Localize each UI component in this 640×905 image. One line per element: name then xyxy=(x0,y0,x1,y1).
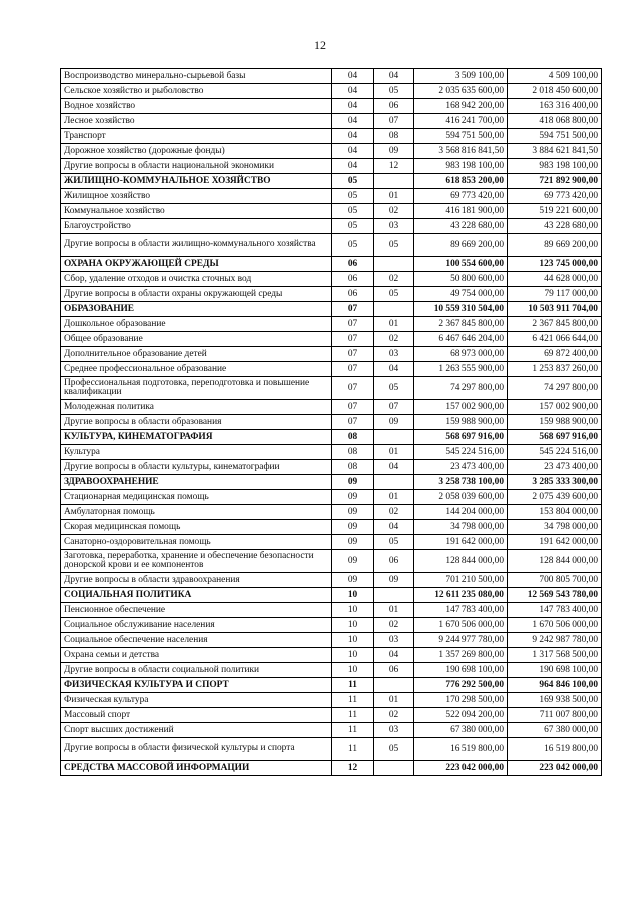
section-code-cell: 05 xyxy=(332,219,374,234)
table-row xyxy=(61,332,602,347)
section-code-cell: 04 xyxy=(332,129,374,144)
amount-year1-cell: 89 669 200,00 xyxy=(414,234,508,257)
section-total-row xyxy=(61,302,602,317)
amount-year2-cell: 69 872 400,00 xyxy=(508,347,602,362)
amount-year1-cell: 69 773 420,00 xyxy=(414,189,508,204)
table-row xyxy=(61,84,602,99)
row-name-cell: Воспроизводство минерально-сырьевой базы xyxy=(61,69,332,84)
section-code-cell: 11 xyxy=(332,738,374,761)
subsection-code-cell xyxy=(374,678,414,693)
row-name-cell: Социальное обеспечение населения xyxy=(61,633,332,648)
section-code-cell: 10 xyxy=(332,633,374,648)
amount-year1-cell: 701 210 500,00 xyxy=(414,573,508,588)
table-row xyxy=(61,648,602,663)
amount-year1-cell: 1 357 269 800,00 xyxy=(414,648,508,663)
subsection-code-cell xyxy=(374,174,414,189)
amount-year1-cell: 170 298 500,00 xyxy=(414,693,508,708)
section-code-cell: 07 xyxy=(332,415,374,430)
row-name-cell: Культура xyxy=(61,445,332,460)
amount-year1-cell: 2 035 635 600,00 xyxy=(414,84,508,99)
row-name-cell: Жилищное хозяйство xyxy=(61,189,332,204)
amount-year2-cell: 79 117 000,00 xyxy=(508,287,602,302)
amount-year1-cell: 2 367 845 800,00 xyxy=(414,317,508,332)
subsection-code-cell: 08 xyxy=(374,129,414,144)
subsection-code-cell: 01 xyxy=(374,445,414,460)
section-code-cell: 04 xyxy=(332,99,374,114)
section-total-row xyxy=(61,588,602,603)
amount-year2-cell: 711 007 800,00 xyxy=(508,708,602,723)
row-name-cell: Санаторно-оздоровительная помощь xyxy=(61,535,332,550)
table-row xyxy=(61,603,602,618)
section-code-cell: 05 xyxy=(332,204,374,219)
amount-year2-cell: 1 317 568 500,00 xyxy=(508,648,602,663)
subsection-code-cell xyxy=(374,430,414,445)
table-row xyxy=(61,362,602,377)
row-name-cell: Молодежная политика xyxy=(61,400,332,415)
amount-year2-cell: 700 805 700,00 xyxy=(508,573,602,588)
row-name-cell: Сбор, удаление отходов и очистка сточных вод xyxy=(61,272,332,287)
amount-year1-cell: 168 942 200,00 xyxy=(414,99,508,114)
subsection-code-cell: 04 xyxy=(374,520,414,535)
subsection-code-cell: 02 xyxy=(374,618,414,633)
section-code-cell: 07 xyxy=(332,302,374,317)
section-code-cell: 04 xyxy=(332,144,374,159)
row-name-cell: Охрана семьи и детства xyxy=(61,648,332,663)
row-name-cell: Дошкольное образование xyxy=(61,317,332,332)
section-code-cell: 07 xyxy=(332,347,374,362)
section-code-cell: 06 xyxy=(332,287,374,302)
table-row xyxy=(61,69,602,84)
amount-year1-cell: 983 198 100,00 xyxy=(414,159,508,174)
section-total-row xyxy=(61,678,602,693)
amount-year1-cell: 23 473 400,00 xyxy=(414,460,508,475)
amount-year2-cell: 16 519 800,00 xyxy=(508,738,602,761)
amount-year1-cell: 68 973 000,00 xyxy=(414,347,508,362)
amount-year2-cell: 9 242 987 780,00 xyxy=(508,633,602,648)
row-name-cell: КУЛЬТУРА, КИНЕМАТОГРАФИЯ xyxy=(61,430,332,445)
table-row xyxy=(61,535,602,550)
amount-year2-cell: 153 804 000,00 xyxy=(508,505,602,520)
section-total-row xyxy=(61,761,602,776)
subsection-code-cell: 01 xyxy=(374,189,414,204)
row-name-cell: ЖИЛИЩНО-КОММУНАЛЬНОЕ ХОЗЯЙСТВО xyxy=(61,174,332,189)
amount-year2-cell: 568 697 916,00 xyxy=(508,430,602,445)
subsection-code-cell: 07 xyxy=(374,400,414,415)
subsection-code-cell xyxy=(374,761,414,776)
subsection-code-cell: 01 xyxy=(374,490,414,505)
section-code-cell: 10 xyxy=(332,663,374,678)
row-name-cell: Профессиональная подготовка, переподготовка и повышение квалификации xyxy=(61,377,332,400)
subsection-code-cell: 03 xyxy=(374,219,414,234)
section-code-cell: 09 xyxy=(332,475,374,490)
row-name-cell: Скорая медицинская помощь xyxy=(61,520,332,535)
amount-year1-cell: 16 519 800,00 xyxy=(414,738,508,761)
subsection-code-cell: 01 xyxy=(374,693,414,708)
amount-year2-cell: 594 751 500,00 xyxy=(508,129,602,144)
section-code-cell: 07 xyxy=(332,362,374,377)
amount-year2-cell: 169 938 500,00 xyxy=(508,693,602,708)
amount-year1-cell: 594 751 500,00 xyxy=(414,129,508,144)
budget-table-body xyxy=(61,69,602,776)
amount-year1-cell: 416 241 700,00 xyxy=(414,114,508,129)
section-code-cell: 04 xyxy=(332,84,374,99)
amount-year2-cell: 23 473 400,00 xyxy=(508,460,602,475)
table-row xyxy=(61,415,602,430)
row-name-cell: Стационарная медицинская помощь xyxy=(61,490,332,505)
table-row xyxy=(61,550,602,573)
row-name-cell: Пенсионное обеспечение xyxy=(61,603,332,618)
amount-year2-cell: 2 075 439 600,00 xyxy=(508,490,602,505)
amount-year1-cell: 128 844 000,00 xyxy=(414,550,508,573)
subsection-code-cell: 03 xyxy=(374,633,414,648)
section-code-cell: 10 xyxy=(332,603,374,618)
amount-year2-cell: 2 367 845 800,00 xyxy=(508,317,602,332)
section-code-cell: 07 xyxy=(332,317,374,332)
amount-year2-cell: 74 297 800,00 xyxy=(508,377,602,400)
row-name-cell: Заготовка, переработка, хранение и обеспечение безопасности донорской крови и ее компонентов xyxy=(61,550,332,573)
amount-year2-cell: 69 773 420,00 xyxy=(508,189,602,204)
amount-year1-cell: 159 988 900,00 xyxy=(414,415,508,430)
subsection-code-cell: 03 xyxy=(374,723,414,738)
table-row xyxy=(61,144,602,159)
subsection-code-cell: 07 xyxy=(374,114,414,129)
table-row xyxy=(61,189,602,204)
amount-year2-cell: 67 380 000,00 xyxy=(508,723,602,738)
section-code-cell: 12 xyxy=(332,761,374,776)
amount-year2-cell: 519 221 600,00 xyxy=(508,204,602,219)
subsection-code-cell: 01 xyxy=(374,317,414,332)
section-code-cell: 07 xyxy=(332,377,374,400)
subsection-code-cell: 09 xyxy=(374,573,414,588)
section-code-cell: 11 xyxy=(332,723,374,738)
amount-year1-cell: 1 670 506 000,00 xyxy=(414,618,508,633)
row-name-cell: Транспорт xyxy=(61,129,332,144)
row-name-cell: Дорожное хозяйство (дорожные фонды) xyxy=(61,144,332,159)
section-code-cell: 04 xyxy=(332,114,374,129)
section-code-cell: 08 xyxy=(332,460,374,475)
amount-year1-cell: 776 292 500,00 xyxy=(414,678,508,693)
subsection-code-cell: 09 xyxy=(374,144,414,159)
subsection-code-cell: 12 xyxy=(374,159,414,174)
table-row xyxy=(61,234,602,257)
row-name-cell: Среднее профессиональное образование xyxy=(61,362,332,377)
table-row xyxy=(61,219,602,234)
subsection-code-cell: 06 xyxy=(374,99,414,114)
subsection-code-cell: 04 xyxy=(374,69,414,84)
amount-year2-cell: 545 224 516,00 xyxy=(508,445,602,460)
subsection-code-cell: 04 xyxy=(374,460,414,475)
amount-year2-cell: 12 569 543 780,00 xyxy=(508,588,602,603)
amount-year1-cell: 568 697 916,00 xyxy=(414,430,508,445)
amount-year2-cell: 964 846 100,00 xyxy=(508,678,602,693)
amount-year1-cell: 2 058 039 600,00 xyxy=(414,490,508,505)
section-total-row xyxy=(61,174,602,189)
row-name-cell: СОЦИАЛЬНАЯ ПОЛИТИКА xyxy=(61,588,332,603)
subsection-code-cell: 05 xyxy=(374,234,414,257)
subsection-code-cell: 02 xyxy=(374,505,414,520)
row-name-cell: СРЕДСТВА МАССОВОЙ ИНФОРМАЦИИ xyxy=(61,761,332,776)
row-name-cell: Другие вопросы в области культуры, кинематографии xyxy=(61,460,332,475)
row-name-cell: Общее образование xyxy=(61,332,332,347)
amount-year2-cell: 34 798 000,00 xyxy=(508,520,602,535)
table-row xyxy=(61,663,602,678)
amount-year1-cell: 50 800 600,00 xyxy=(414,272,508,287)
section-code-cell: 07 xyxy=(332,400,374,415)
amount-year2-cell: 147 783 400,00 xyxy=(508,603,602,618)
subsection-code-cell: 05 xyxy=(374,377,414,400)
table-row xyxy=(61,317,602,332)
row-name-cell: Другие вопросы в области здравоохранения xyxy=(61,573,332,588)
table-row xyxy=(61,287,602,302)
table-row xyxy=(61,738,602,761)
section-total-row xyxy=(61,257,602,272)
section-code-cell: 04 xyxy=(332,159,374,174)
subsection-code-cell xyxy=(374,588,414,603)
subsection-code-cell: 05 xyxy=(374,738,414,761)
table-row xyxy=(61,460,602,475)
table-row xyxy=(61,114,602,129)
amount-year1-cell: 157 002 900,00 xyxy=(414,400,508,415)
amount-year1-cell: 545 224 516,00 xyxy=(414,445,508,460)
amount-year1-cell: 3 568 816 841,50 xyxy=(414,144,508,159)
subsection-code-cell: 02 xyxy=(374,332,414,347)
amount-year1-cell: 67 380 000,00 xyxy=(414,723,508,738)
section-code-cell: 09 xyxy=(332,520,374,535)
section-code-cell: 07 xyxy=(332,332,374,347)
section-code-cell: 09 xyxy=(332,573,374,588)
amount-year2-cell: 190 698 100,00 xyxy=(508,663,602,678)
amount-year2-cell: 163 316 400,00 xyxy=(508,99,602,114)
subsection-code-cell: 05 xyxy=(374,287,414,302)
section-code-cell: 05 xyxy=(332,189,374,204)
table-row xyxy=(61,204,602,219)
amount-year2-cell: 3 285 333 300,00 xyxy=(508,475,602,490)
amount-year1-cell: 43 228 680,00 xyxy=(414,219,508,234)
amount-year1-cell: 618 853 200,00 xyxy=(414,174,508,189)
row-name-cell: ЗДРАВООХРАНЕНИЕ xyxy=(61,475,332,490)
row-name-cell: Лесное хозяйство xyxy=(61,114,332,129)
amount-year1-cell: 3 258 738 100,00 xyxy=(414,475,508,490)
amount-year2-cell: 89 669 200,00 xyxy=(508,234,602,257)
table-row xyxy=(61,159,602,174)
row-name-cell: ФИЗИЧЕСКАЯ КУЛЬТУРА И СПОРТ xyxy=(61,678,332,693)
section-total-row xyxy=(61,430,602,445)
table-row xyxy=(61,377,602,400)
section-code-cell: 08 xyxy=(332,445,374,460)
table-row xyxy=(61,633,602,648)
row-name-cell: Коммунальное хозяйство xyxy=(61,204,332,219)
subsection-code-cell xyxy=(374,475,414,490)
amount-year2-cell: 4 509 100,00 xyxy=(508,69,602,84)
row-name-cell: ОБРАЗОВАНИЕ xyxy=(61,302,332,317)
budget-table xyxy=(60,68,602,776)
amount-year2-cell: 223 042 000,00 xyxy=(508,761,602,776)
row-name-cell: Спорт высших достижений xyxy=(61,723,332,738)
row-name-cell: Другие вопросы в области физической культуры и спорта xyxy=(61,738,332,761)
subsection-code-cell: 02 xyxy=(374,204,414,219)
amount-year1-cell: 3 509 100,00 xyxy=(414,69,508,84)
row-name-cell: Сельское хозяйство и рыболовство xyxy=(61,84,332,99)
amount-year1-cell: 522 094 200,00 xyxy=(414,708,508,723)
row-name-cell: Другие вопросы в области жилищно-коммунального хозяйства xyxy=(61,234,332,257)
row-name-cell: ОХРАНА ОКРУЖАЮЩЕЙ СРЕДЫ xyxy=(61,257,332,272)
table-row xyxy=(61,573,602,588)
subsection-code-cell: 03 xyxy=(374,347,414,362)
amount-year1-cell: 416 181 900,00 xyxy=(414,204,508,219)
subsection-code-cell: 06 xyxy=(374,550,414,573)
amount-year2-cell: 159 988 900,00 xyxy=(508,415,602,430)
section-code-cell: 05 xyxy=(332,174,374,189)
table-row xyxy=(61,400,602,415)
row-name-cell: Дополнительное образование детей xyxy=(61,347,332,362)
amount-year1-cell: 190 698 100,00 xyxy=(414,663,508,678)
section-code-cell: 06 xyxy=(332,272,374,287)
row-name-cell: Массовый спорт xyxy=(61,708,332,723)
amount-year2-cell: 191 642 000,00 xyxy=(508,535,602,550)
row-name-cell: Другие вопросы в области охраны окружающей среды xyxy=(61,287,332,302)
table-row xyxy=(61,129,602,144)
subsection-code-cell xyxy=(374,257,414,272)
page-number: 12 xyxy=(314,38,326,52)
subsection-code-cell: 01 xyxy=(374,603,414,618)
subsection-code-cell: 02 xyxy=(374,272,414,287)
row-name-cell: Социальное обслуживание населения xyxy=(61,618,332,633)
amount-year1-cell: 10 559 310 504,00 xyxy=(414,302,508,317)
section-code-cell: 06 xyxy=(332,257,374,272)
table-row xyxy=(61,99,602,114)
section-code-cell: 09 xyxy=(332,535,374,550)
amount-year1-cell: 34 798 000,00 xyxy=(414,520,508,535)
subsection-code-cell: 04 xyxy=(374,648,414,663)
subsection-code-cell: 02 xyxy=(374,708,414,723)
section-code-cell: 10 xyxy=(332,588,374,603)
amount-year1-cell: 49 754 000,00 xyxy=(414,287,508,302)
row-name-cell: Благоустройство xyxy=(61,219,332,234)
section-code-cell: 11 xyxy=(332,693,374,708)
table-row xyxy=(61,445,602,460)
row-name-cell: Физическая культура xyxy=(61,693,332,708)
amount-year2-cell: 44 628 000,00 xyxy=(508,272,602,287)
section-code-cell: 09 xyxy=(332,505,374,520)
amount-year2-cell: 418 068 800,00 xyxy=(508,114,602,129)
amount-year2-cell: 1 253 837 260,00 xyxy=(508,362,602,377)
amount-year1-cell: 1 263 555 900,00 xyxy=(414,362,508,377)
amount-year2-cell: 721 892 900,00 xyxy=(508,174,602,189)
row-name-cell: Другие вопросы в области образования xyxy=(61,415,332,430)
subsection-code-cell: 05 xyxy=(374,535,414,550)
subsection-code-cell: 09 xyxy=(374,415,414,430)
amount-year2-cell: 128 844 000,00 xyxy=(508,550,602,573)
amount-year2-cell: 3 884 621 841,50 xyxy=(508,144,602,159)
amount-year1-cell: 144 204 000,00 xyxy=(414,505,508,520)
amount-year2-cell: 43 228 680,00 xyxy=(508,219,602,234)
section-code-cell: 05 xyxy=(332,234,374,257)
amount-year2-cell: 123 745 000,00 xyxy=(508,257,602,272)
subsection-code-cell: 06 xyxy=(374,663,414,678)
table-row xyxy=(61,490,602,505)
amount-year1-cell: 147 783 400,00 xyxy=(414,603,508,618)
amount-year2-cell: 1 670 506 000,00 xyxy=(508,618,602,633)
section-code-cell: 09 xyxy=(332,550,374,573)
section-code-cell: 04 xyxy=(332,69,374,84)
amount-year2-cell: 983 198 100,00 xyxy=(508,159,602,174)
subsection-code-cell: 05 xyxy=(374,84,414,99)
amount-year2-cell: 2 018 450 600,00 xyxy=(508,84,602,99)
table-row xyxy=(61,723,602,738)
table-row xyxy=(61,272,602,287)
section-code-cell: 08 xyxy=(332,430,374,445)
table-row xyxy=(61,693,602,708)
amount-year1-cell: 9 244 977 780,00 xyxy=(414,633,508,648)
section-code-cell: 11 xyxy=(332,708,374,723)
amount-year1-cell: 223 042 000,00 xyxy=(414,761,508,776)
amount-year1-cell: 6 467 646 204,00 xyxy=(414,332,508,347)
section-code-cell: 10 xyxy=(332,618,374,633)
table-row xyxy=(61,347,602,362)
row-name-cell: Амбулаторная помощь xyxy=(61,505,332,520)
row-name-cell: Водное хозяйство xyxy=(61,99,332,114)
table-row xyxy=(61,505,602,520)
section-total-row xyxy=(61,475,602,490)
amount-year2-cell: 6 421 066 644,00 xyxy=(508,332,602,347)
section-code-cell: 09 xyxy=(332,490,374,505)
table-row xyxy=(61,708,602,723)
amount-year2-cell: 157 002 900,00 xyxy=(508,400,602,415)
row-name-cell: Другие вопросы в области социальной политики xyxy=(61,663,332,678)
row-name-cell: Другие вопросы в области национальной экономики xyxy=(61,159,332,174)
section-code-cell: 10 xyxy=(332,648,374,663)
subsection-code-cell: 04 xyxy=(374,362,414,377)
table-row xyxy=(61,520,602,535)
amount-year1-cell: 74 297 800,00 xyxy=(414,377,508,400)
amount-year1-cell: 100 554 600,00 xyxy=(414,257,508,272)
amount-year2-cell: 10 503 911 704,00 xyxy=(508,302,602,317)
subsection-code-cell xyxy=(374,302,414,317)
section-code-cell: 11 xyxy=(332,678,374,693)
amount-year1-cell: 12 611 235 080,00 xyxy=(414,588,508,603)
amount-year1-cell: 191 642 000,00 xyxy=(414,535,508,550)
table-row xyxy=(61,618,602,633)
